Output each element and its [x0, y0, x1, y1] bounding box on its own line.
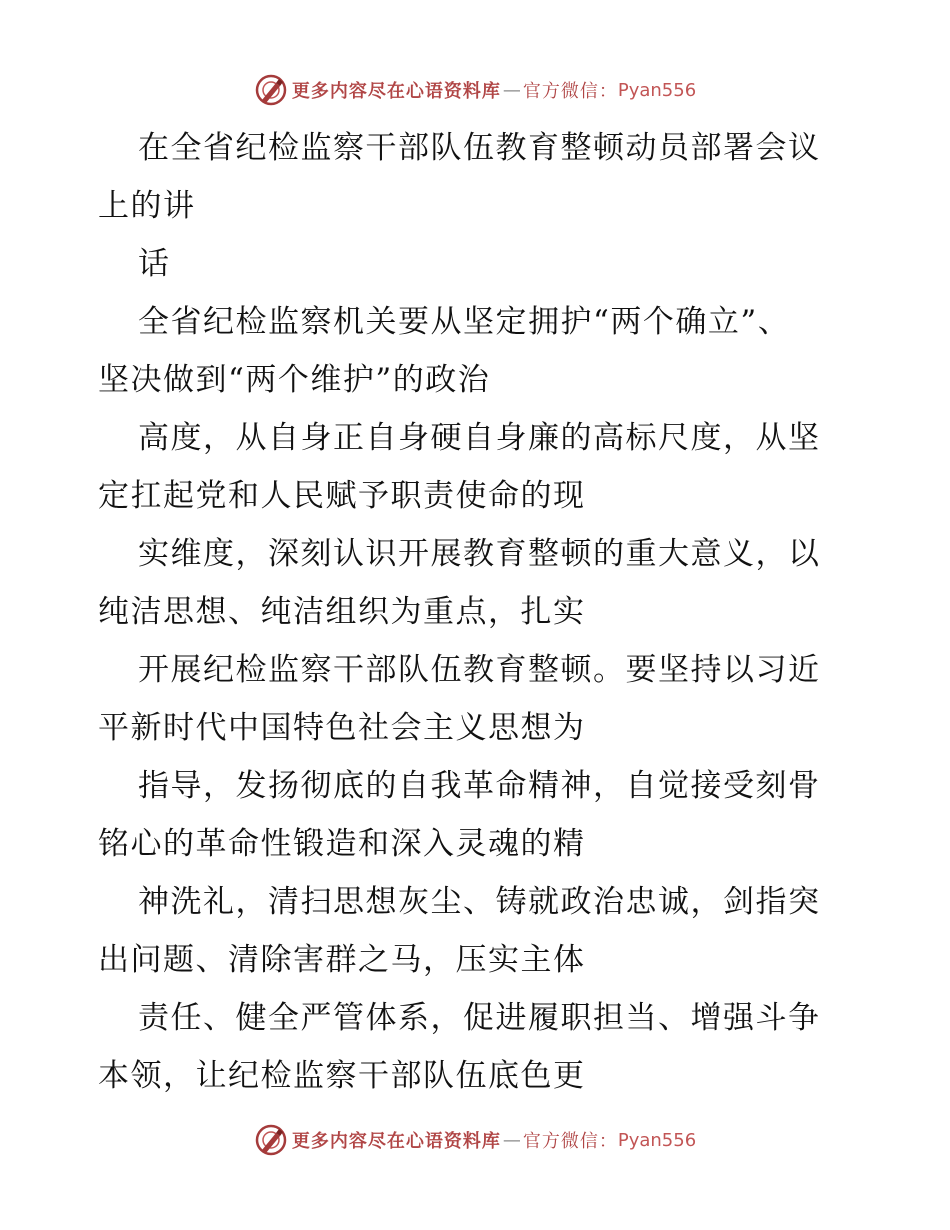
footer-brand-text: 更多内容尽在心语资料库: [291, 1131, 501, 1152]
paragraph-9: 责任、健全严管体系，促进履职担当、增强斗争 本领，让纪检监察干部队伍底色更: [98, 1000, 821, 1094]
paragraph-2: 话: [138, 246, 171, 282]
document-body: [98, 119, 858, 1105]
paragraph-1: 在全省纪检监察干部队伍教育整顿动员部署会议 上的讲: [98, 130, 821, 224]
footer-dash: —: [502, 1129, 521, 1151]
header-dash: —: [502, 79, 521, 101]
header-banner: [0, 70, 950, 110]
footer-wechat-label: 官方微信：: [522, 1131, 618, 1152]
footer-wechat-id: Pyan556: [617, 1129, 697, 1151]
paragraph-7: 指导，发扬彻底的自我革命精神，自觉接受刻骨 铭心的革命性锻造和深入灵魂的精: [98, 768, 821, 862]
pen-logo-icon: [254, 73, 288, 107]
paragraph-8: 神洗礼，清扫思想灰尘、铸就政治忠诚，剑指突 出问题、清除害群之马，压实主体: [98, 884, 821, 978]
header-wechat-id: Pyan556: [617, 79, 697, 101]
pen-logo-icon: [254, 1123, 288, 1157]
paragraph-5: 实维度，深刻认识开展教育整顿的重大意义，以 纯洁思想、纯洁组织为重点，扎实: [98, 536, 821, 630]
paragraph-4: 高度，从自身正自身硬自身廉的高标尺度，从坚 定扛起党和人民赋予职责使命的现: [98, 420, 821, 514]
footer-banner: [0, 1120, 950, 1160]
paragraph-3: 全省纪检监察机关要从坚定拥护“两个确立”、 坚决做到“两个维护”的政治: [98, 304, 791, 398]
header-brand-text: 更多内容尽在心语资料库: [291, 81, 501, 102]
header-wechat-label: 官方微信：: [522, 81, 618, 102]
paragraph-6: 开展纪检监察干部队伍教育整顿。要坚持以习近 平新时代中国特色社会主义思想为: [98, 652, 821, 746]
